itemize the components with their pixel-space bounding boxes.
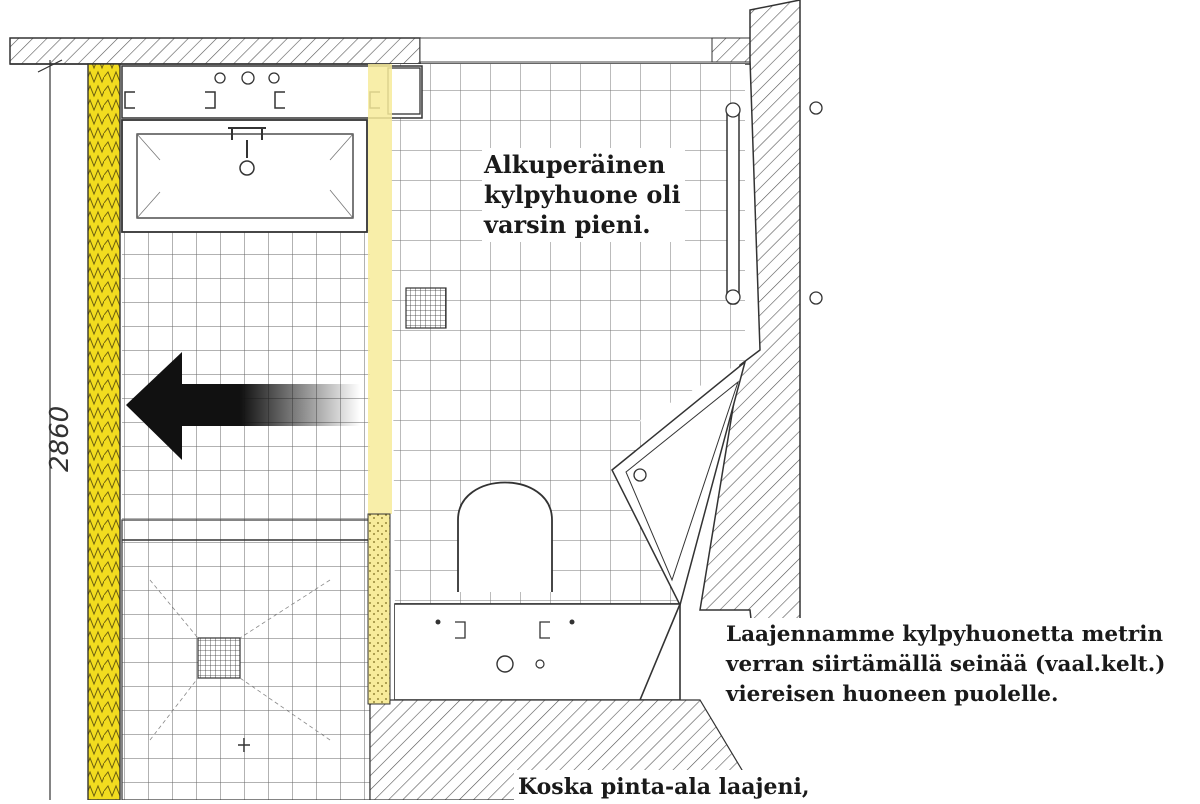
towel-rail-cap-bottom [726,290,740,304]
caption-line: Koska pinta-ala laajeni, [518,774,810,800]
floor-drain-1 [406,288,446,328]
caption-line: kylpyhuone oli [484,180,681,209]
bathtub-inner [137,134,353,218]
toilet-bolt-2 [570,620,575,625]
shower-area [122,520,370,800]
wall-fixture-2 [810,292,822,304]
old-wall-highlight [368,64,392,514]
wall-fixture-1 [810,102,822,114]
caption-expansion [722,618,1165,712]
towel-rail-cap-top [726,103,740,117]
toilet-bowl [458,483,552,593]
new-wall-highlight [88,64,120,800]
caption-continuation [514,770,814,804]
toilet-flush-button [497,656,513,672]
towel-rail [727,104,739,304]
corner-shelf-fixture [634,469,646,481]
vanity-box [388,68,420,114]
move-arrow-shaft [176,384,360,426]
floor-drain-2 [198,638,240,678]
dimension-label: 2860 [45,405,75,472]
toilet-bolt-1 [436,620,441,625]
caption-line: varsin pieni. [484,210,651,239]
caption-line: verran siirtämällä seinää (vaal.kelt.) [726,652,1166,677]
toilet-tank-front [395,604,680,700]
caption-line: Laajennamme kylpyhuonetta metrin [726,622,1164,647]
toilet-flush-small [536,660,544,668]
top-wall [10,38,420,64]
caption-original-small [482,148,685,242]
caption-line: viereisen huoneen puolelle. [726,682,1059,707]
caption-line: Alkuperäinen [484,150,666,179]
top-wall-corner [712,38,752,62]
top-wall-right [420,38,750,62]
old-wall-stub [368,514,390,704]
